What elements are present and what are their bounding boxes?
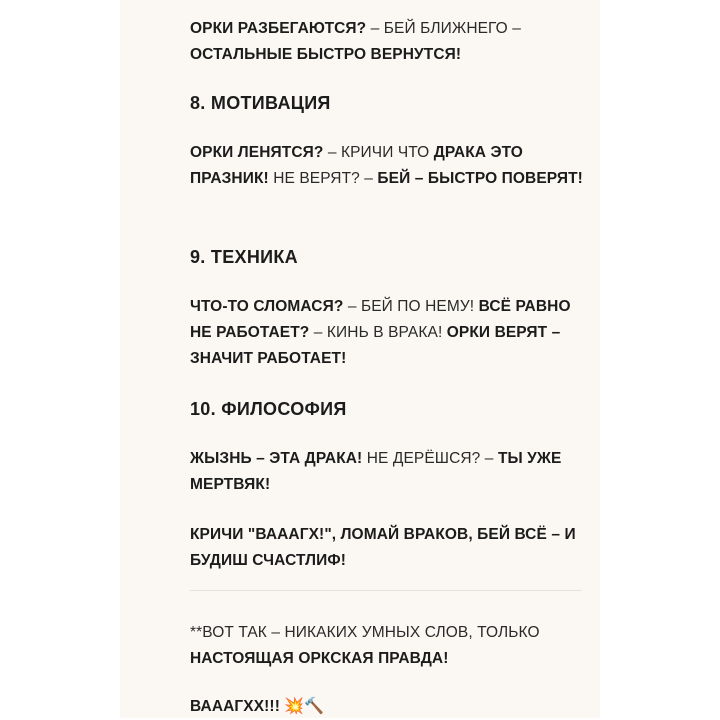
text-bold: ВАААГХХ!!! xyxy=(190,698,285,715)
heading-motivation: 8. МОТИВАЦИЯ xyxy=(190,93,331,113)
text-normal: – БЕЙ БЛИЖНЕГО – xyxy=(366,20,521,37)
paragraph-final xyxy=(190,694,590,720)
text-bold: ЖЫЗНЬ – ЭТА ДРАКА! xyxy=(190,450,363,467)
text-normal: – БЕЙ ПО НЕМУ! xyxy=(343,298,479,315)
paragraph-technique xyxy=(190,294,590,372)
text-bold: НАСТОЯЩАЯ ОРКСКАЯ ПРАВДА! xyxy=(190,650,449,667)
paragraph-orcs-run xyxy=(190,16,590,68)
paragraph-philosophy-2 xyxy=(190,522,590,574)
text-bold: ОРКИ ВЕРЯТ – ЗНАЧИТ РАБОТАЕТ! xyxy=(190,324,561,367)
text-normal: – КИНЬ В ВРАКА! xyxy=(309,324,447,341)
paragraph-philosophy-1 xyxy=(190,446,590,498)
text-bold: ОРКИ ЛЕНЯТСЯ? xyxy=(190,144,324,161)
collision-icon: 💥 xyxy=(284,698,305,715)
text-normal: **ВОТ ТАК – НИКАКИХ УМНЫХ СЛОВ, ТОЛЬКО xyxy=(190,624,540,641)
paragraph-motivation xyxy=(190,140,590,192)
document-page xyxy=(120,0,600,718)
hammer-icon: 🔨 xyxy=(304,698,325,715)
text-bold: ОРКИ РАЗБЕГАЮТСЯ? xyxy=(190,20,367,37)
text-normal: – КРИЧИ ЧТО xyxy=(323,144,434,161)
section-divider xyxy=(190,590,582,591)
text-bold: ЧТО-ТО СЛОМАСЯ? xyxy=(190,298,344,315)
text-bold: ДРАКА ЭТО ПРАЗНИК! xyxy=(190,144,523,187)
text-bold: ОСТАЛЬНЫЕ БЫСТРО ВЕРНУТСЯ! xyxy=(190,46,462,63)
text-bold: ТЫ УЖЕ МЕРТВЯК! xyxy=(190,450,562,493)
text-bold: КРИЧИ "ВАААГХ!", ЛОМАЙ ВРАКОВ, БЕЙ ВСЁ – И БУДИШ СЧАСТЛИФ! xyxy=(190,526,576,569)
paragraph-closing xyxy=(190,620,590,672)
heading-philosophy: 10. ФИЛОСОФИЯ xyxy=(190,399,347,419)
heading-technique: 9. ТЕХНИКА xyxy=(190,247,298,267)
text-bold: БЕЙ – БЫСТРО ПОВЕРЯТ! xyxy=(377,170,583,187)
text-normal: НЕ ВЕРЯТ? – xyxy=(268,170,378,187)
text-bold: ВСЁ РАВНО НЕ РАБОТАЕТ? xyxy=(190,298,571,341)
text-normal: НЕ ДЕРЁШСЯ? – xyxy=(362,450,498,467)
